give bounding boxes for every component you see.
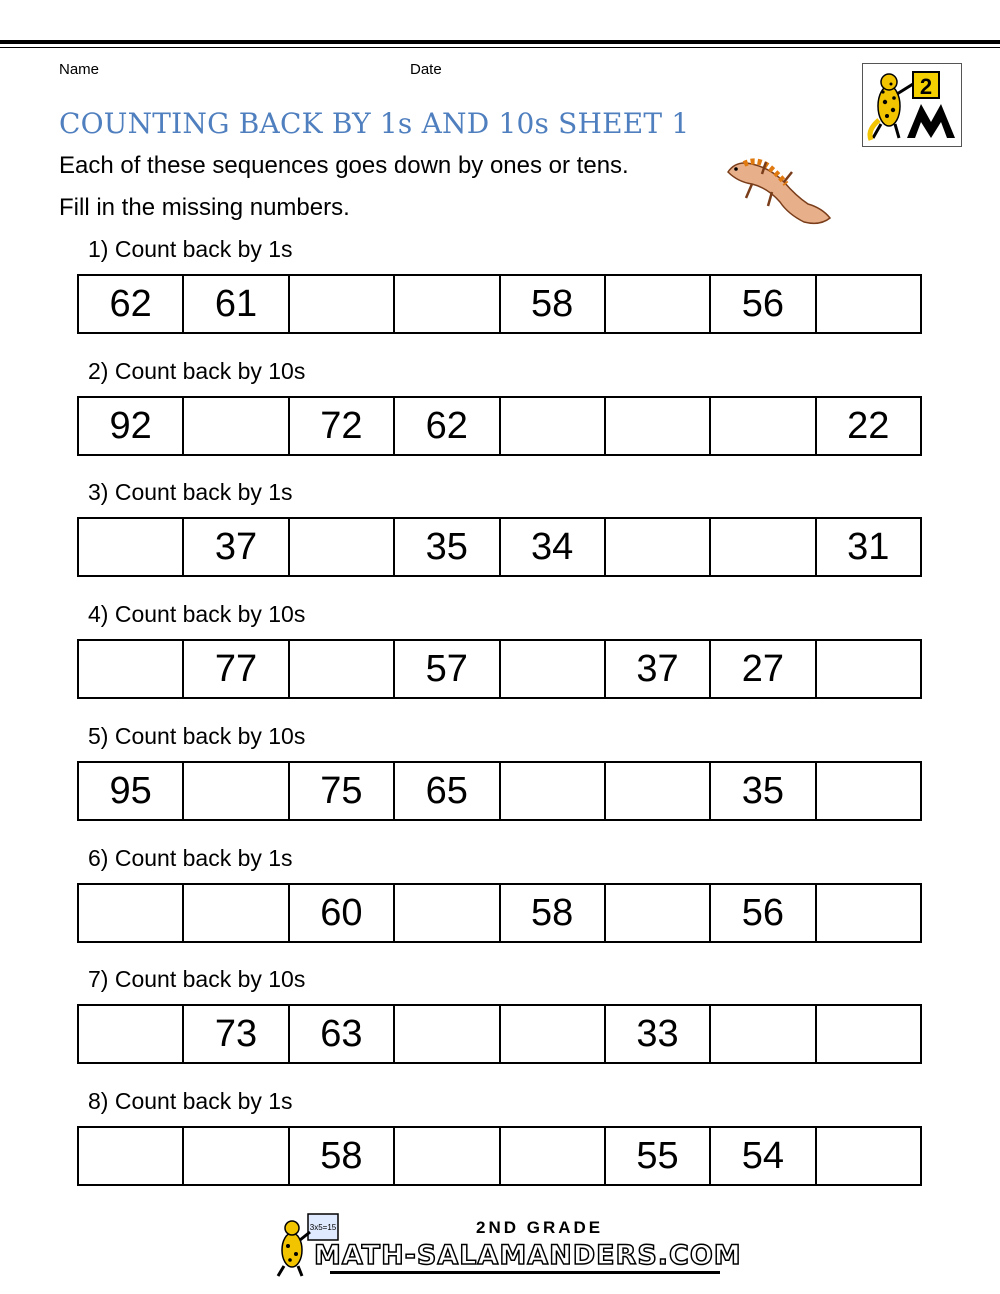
sequence-row (77, 1004, 922, 1064)
answer-blank-cell[interactable] (501, 1128, 606, 1184)
given-number-cell: 55 (606, 1128, 711, 1184)
question-label: 4) Count back by 10s (88, 601, 306, 627)
instruction-line-2: Fill in the missing numbers. (59, 194, 350, 221)
question-label: 1) Count back by 1s (88, 236, 293, 262)
sequence-row (77, 517, 922, 577)
salamander-teacher-icon (863, 64, 961, 146)
answer-blank-cell[interactable] (817, 1128, 920, 1184)
answer-blank-cell[interactable] (184, 398, 289, 454)
given-number-cell: 31 (847, 525, 890, 568)
question-label: 8) Count back by 1s (88, 1088, 293, 1114)
given-number-cell: 65 (395, 763, 500, 819)
answer-blank-cell[interactable] (290, 519, 395, 575)
given-number-cell: 56 (711, 276, 816, 332)
question-label: 3) Count back by 1s (88, 479, 293, 505)
name-label: Name (59, 61, 100, 78)
footer-grade-text: 2ND GRADE (476, 1218, 604, 1237)
given-number-cell: 33 (606, 1006, 711, 1062)
given-number-cell: 72 (290, 398, 395, 454)
given-number-cell: 92 (79, 398, 184, 454)
answer-blank-cell[interactable] (711, 519, 816, 575)
given-number-cell: 37 (606, 641, 711, 697)
question-label: 5) Count back by 10s (88, 723, 306, 749)
sequence-row (77, 883, 922, 943)
footer-underline (330, 1271, 720, 1274)
given-number-cell: 63 (290, 1006, 395, 1062)
given-number-cell: 57 (395, 641, 500, 697)
given-number-cell: 22 (847, 404, 890, 447)
answer-blank-cell[interactable] (501, 763, 606, 819)
instruction-line-1: Each of these sequences goes down by ones or tens. (59, 152, 629, 179)
answer-blank-cell[interactable] (501, 641, 606, 697)
question-label: 2) Count back by 10s (88, 358, 306, 384)
sequence-row (77, 639, 922, 699)
sequence-row (77, 761, 922, 821)
sequence-row (77, 396, 922, 456)
given-number-cell: 35 (395, 519, 500, 575)
given-number-cell: 73 (184, 1006, 289, 1062)
answer-blank-cell[interactable] (79, 885, 184, 941)
answer-blank-cell[interactable] (395, 1006, 500, 1062)
sequence-row (77, 1126, 922, 1186)
answer-blank-cell[interactable] (606, 885, 711, 941)
grade-number: 2 (919, 74, 933, 99)
sequence-row (77, 274, 922, 334)
answer-blank-cell[interactable] (395, 276, 500, 332)
answer-blank-cell[interactable] (290, 641, 395, 697)
answer-blank-cell[interactable] (395, 885, 500, 941)
answer-blank-cell[interactable] (79, 1128, 184, 1184)
answer-blank-cell[interactable] (184, 763, 289, 819)
answer-blank-cell[interactable] (817, 1006, 920, 1062)
answer-blank-cell[interactable] (184, 885, 289, 941)
footer-sign-text: 3x5=15 (309, 1223, 337, 1232)
given-number-cell: 27 (711, 641, 816, 697)
given-number-cell: 62 (395, 398, 500, 454)
footer-site-name: MATH-SALAMANDERS.COM (314, 1240, 742, 1271)
given-number-cell: 95 (79, 763, 184, 819)
given-number-cell: 77 (184, 641, 289, 697)
given-number-cell: 58 (501, 885, 606, 941)
answer-blank-cell[interactable] (290, 276, 395, 332)
given-number-cell: 58 (501, 276, 606, 332)
question-label: 6) Count back by 1s (88, 845, 293, 871)
grade-logo (862, 63, 962, 147)
given-number-cell: 56 (711, 885, 816, 941)
question-label: 7) Count back by 10s (88, 966, 306, 992)
answer-blank-cell[interactable] (501, 1006, 606, 1062)
page-title: COUNTING BACK BY 1s AND 10s SHEET 1 (59, 107, 690, 140)
answer-blank-cell[interactable] (817, 276, 920, 332)
given-number-cell: 62 (79, 276, 184, 332)
given-number-cell: 54 (711, 1128, 816, 1184)
date-label: Date (410, 61, 442, 78)
header-rule-thick (0, 40, 1000, 44)
salamander-illustration-icon (722, 152, 834, 232)
answer-blank-cell[interactable] (79, 519, 184, 575)
given-number-cell: 35 (711, 763, 816, 819)
answer-blank-cell[interactable] (606, 763, 711, 819)
answer-blank-cell[interactable] (711, 1006, 816, 1062)
answer-blank-cell[interactable] (79, 1006, 184, 1062)
answer-blank-cell[interactable] (606, 276, 711, 332)
given-number-cell: 60 (290, 885, 395, 941)
answer-blank-cell[interactable] (501, 398, 606, 454)
answer-blank-cell[interactable] (395, 1128, 500, 1184)
answer-blank-cell[interactable] (606, 398, 711, 454)
given-number-cell: 75 (290, 763, 395, 819)
answer-blank-cell[interactable] (817, 885, 920, 941)
given-number-cell: 58 (290, 1128, 395, 1184)
answer-blank-cell[interactable] (184, 1128, 289, 1184)
given-number-cell: 61 (184, 276, 289, 332)
given-number-cell: 37 (184, 519, 289, 575)
answer-blank-cell[interactable] (817, 763, 920, 819)
given-number-cell: 34 (501, 519, 606, 575)
answer-blank-cell[interactable] (817, 641, 920, 697)
answer-blank-cell[interactable] (711, 398, 816, 454)
answer-blank-cell[interactable] (606, 519, 711, 575)
answer-blank-cell[interactable] (79, 641, 184, 697)
header-rule-thin (0, 47, 1000, 48)
